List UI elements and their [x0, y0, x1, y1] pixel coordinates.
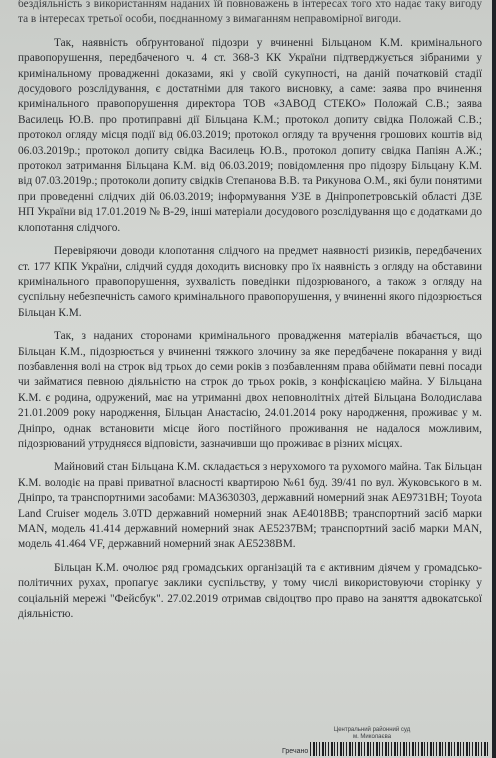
document-body	[18, 0, 482, 630]
stamp-line-1: Центральний районний суд	[333, 727, 411, 733]
stamp-line-2: м. Миколаєва	[352, 734, 392, 740]
barcode-icon	[310, 742, 488, 756]
paragraph-4: Так, з наданих сторонами кримінального провадження матеріалів вбачається, що Більцан К.М., підозрюється у вчиненні тяжкого злочину за яке передбачене покарання у виді позбавлення волі на строк від трьох до семи років з позбавленням права обіймати певні посади чи займатися певною діяльністю на строк до трьох років, з конфіскацією майна. У Більцана К.М. є родина, одружений, має на утриманні двох неповнолітніх дітей Більцана Володислава 21.01.2009 року народження, Більцан Анастасію, 24.01.2014 року народження, проживає у м. Дніпро, однак встановити місце його постійного проживання не надалося можливим, підозрюваний утрудняєся відповісти, зазначивши що проживає в різних місцях.	[18, 330, 482, 450]
paragraph-2: Так, наявність обґрунтованої підозри у вчиненні Більцаном К.М. кримінального правопорушення, передбаченого ч. 4 ст. 368-3 КК України підтверджується зібраними у кримінальному провадженні доказами, які у своїй сукупності, на даній початковій стадії досудового розслідування, є достатніми для такого висновку, а саме: заява про вчинення кримінального правопорушення директора ТОВ «ЗАВОД СТЕКО» Положай С.В.; заява Василець Ю.В. про протиправні дії Більцана К.М.; протокол допиту свідка Положай С.В.; протокол огляду місця події від 06.03.2019; протокол огляду та вручення грошових коштів від 06.03.2019р.; протокол допиту свідка Василець Ю.В., протокол допиту свідка Папіян А.Ж.; протокол затримання Більцана К.М. від 06.03.2019; повідомлення про підозру Більцану К.М. від 07.03.2019р.; протоколи допиту свідків Степанова В.В. та Рикунова О.М., які були понятими при проведенні слідчих дій 06.03.2019; інформування УЗЕ в Дніпропетровській області ДЗЕ НП України від 17.01.2019 № В-29, інші матеріали досудового розслідування що є додатками до клопотання слідчого.	[18, 36, 482, 234]
paragraph-1: бездіяльність з використанням наданих їй повноважень в інтересах того хто надає таку вигоду та в інтересах третьої особи, поєднанному з вимаганням неправомірної вигоди.	[18, 0, 482, 26]
paragraph-5: Майновий стан Більцана К.М. складається з нерухомого та рухомого майна. Так Більцан К.М. володіє на праві приватної власності квартирою №61 буд. 39/41 по вул. Жуковського в м. Дніпро, та транспортними засобами: МА3630303, державний номерний знак АЕ9731ВН; Toyota Land Cruiser модель 3.0TD державний номерний знак АЕ4018ВВ; транспортний засіб марки MAN, модель 41.414 державний номерний знак АЕ5237ВМ; транспортний засіб марки MAN, модель 41.464 VF, державний номерний знак АЕ5238ВМ.	[18, 461, 482, 551]
paragraph-3: Перевіряючи доводи клопотання слідчого на предмет наявності ризиків, передбачених ст. 177 КПК України, слідчий суддя доходить висновку про їх наявність з огляду на обставини кримінального правопорушення, зухвалість поведінки підозрюваного, а також з огляду на суспільну небезпечність самого кримінального правопорушення, у вчиненні якого підозрюється Більцан К.М.	[18, 245, 482, 319]
paragraph-6: Більцан К.М. очолює ряд громадських організацій та є активним діячем у громадсько-політичних рухах, пропагує заклики суспільству, у тому числі використовуючи сторінку у соціальній мережі "Фейсбук". 27.02.2019 отримав свідоцтво про право на заняття адвокатської діяльністю.	[18, 561, 482, 621]
page-edge-shadow	[492, 0, 496, 758]
court-stamp	[312, 727, 432, 741]
page-footer	[0, 722, 496, 758]
signature-label: Гречано	[282, 748, 309, 755]
